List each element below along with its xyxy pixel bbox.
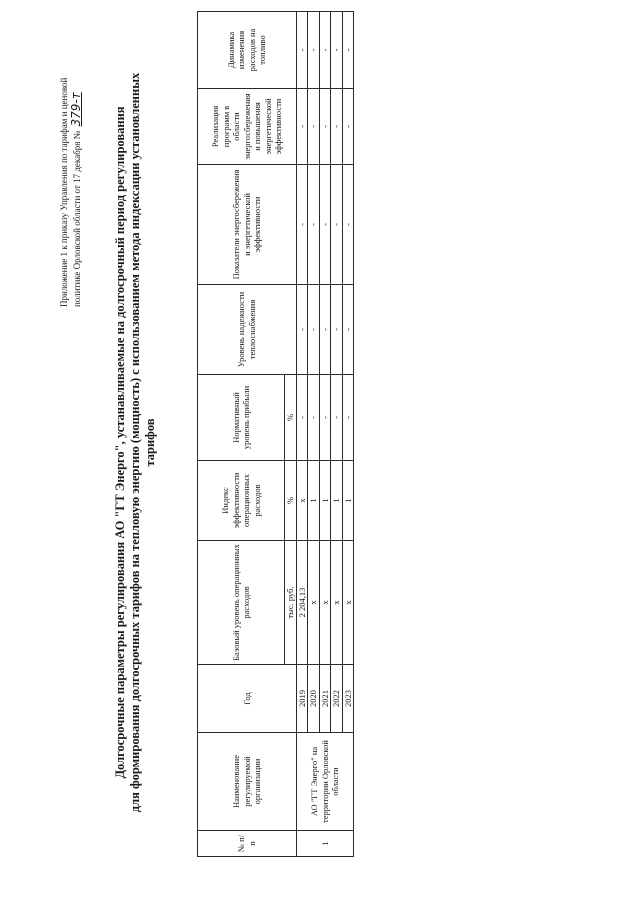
- table-row: [342, 11, 354, 856]
- header-energy-saving: Показатели энергосбережения и энергетической эффективности: [198, 164, 297, 284]
- header-fuel-dynamics: Динамика изменения расходов на топливо: [198, 11, 297, 88]
- header-num: № п/п: [198, 831, 297, 857]
- cell-row-number: 1: [296, 831, 354, 857]
- cell-program: -: [319, 88, 331, 164]
- appendix-number-sign: №: [72, 130, 82, 140]
- cell-index: 1: [331, 460, 343, 540]
- cell-base: х: [308, 540, 320, 664]
- header-year: Год: [198, 665, 297, 733]
- unit-base-cost: тыс. руб.: [285, 540, 297, 664]
- cell-reliability: -: [296, 284, 308, 374]
- cell-energy: -: [342, 164, 354, 284]
- cell-energy: -: [331, 164, 343, 284]
- header-profit-level: Нормативный уровень прибыли: [198, 374, 285, 460]
- unit-profit-level: %: [285, 374, 297, 460]
- table-header-row: [198, 11, 285, 856]
- cell-base: х: [342, 540, 354, 664]
- cell-fuel: -: [308, 11, 320, 88]
- cell-energy: -: [319, 164, 331, 284]
- cell-fuel: -: [342, 11, 354, 88]
- header-org: Наименование регулируемой организации: [198, 733, 297, 831]
- cell-index: х: [296, 460, 308, 540]
- cell-program: -: [296, 88, 308, 164]
- cell-index: 1: [308, 460, 320, 540]
- cell-base: 2 204,13: [296, 540, 308, 664]
- cell-energy: -: [296, 164, 308, 284]
- appendix-note: [58, 7, 83, 307]
- cell-base: х: [331, 540, 343, 664]
- cell-year: 2022: [331, 665, 343, 733]
- header-reliability: Уровень надежности теплоснабжения: [198, 284, 297, 374]
- cell-profit: -: [319, 374, 331, 460]
- order-number-handwritten: 379-т: [69, 92, 83, 127]
- table-row: [296, 11, 308, 856]
- document-title: [113, 15, 158, 870]
- title-line-2: для формирования долгосрочных тарифов на тепловую энергию (мощность) с использованием метода индексации установленных: [128, 72, 142, 813]
- cell-reliability: -: [308, 284, 320, 374]
- cell-index: 1: [342, 460, 354, 540]
- parameters-table: [197, 11, 354, 857]
- cell-program: -: [331, 88, 343, 164]
- scan-dot: ': [330, 435, 336, 437]
- appendix-line-1: Приложение 1 к приказу Управления по тарифам и ценовой: [59, 77, 69, 307]
- cell-program: -: [308, 88, 320, 164]
- table-row: [331, 11, 343, 856]
- cell-year: 2023: [342, 665, 354, 733]
- cell-fuel: -: [296, 11, 308, 88]
- header-efficiency-index: Индекс эффективности операционных расходов: [198, 460, 285, 540]
- cell-base: х: [319, 540, 331, 664]
- cell-fuel: -: [319, 11, 331, 88]
- cell-profit: -: [308, 374, 320, 460]
- cell-index: 1: [319, 460, 331, 540]
- cell-year: 2019: [296, 665, 308, 733]
- table-row: [319, 11, 331, 856]
- appendix-date: политике Орловской области от 17 декабря: [72, 141, 82, 307]
- cell-profit: -: [342, 374, 354, 460]
- title-line-3: тарифов: [143, 418, 157, 467]
- title-line-1: Долгосрочные параметры регулирования АО "ГТ Энерго", устанавливаемые на долгосрочный период регулирования: [113, 106, 127, 779]
- cell-program: -: [342, 88, 354, 164]
- header-base-cost: Базовый уровень операционных расходов: [198, 540, 285, 664]
- cell-organization: АО "ГТ Энерго" на территории Орловской области: [296, 733, 354, 831]
- cell-energy: -: [308, 164, 320, 284]
- table-row: [308, 11, 320, 856]
- appendix-line-2: [70, 7, 83, 307]
- cell-profit: -: [331, 374, 343, 460]
- unit-efficiency-index: %: [285, 460, 297, 540]
- cell-reliability: -: [319, 284, 331, 374]
- cell-reliability: -: [342, 284, 354, 374]
- cell-year: 2020: [308, 665, 320, 733]
- header-programs: Реализация программ в области энергосбережения и повышения энергетической эффективности: [198, 88, 297, 164]
- cell-profit: -: [296, 374, 308, 460]
- cell-fuel: -: [331, 11, 343, 88]
- cell-reliability: -: [331, 284, 343, 374]
- cell-year: 2021: [319, 665, 331, 733]
